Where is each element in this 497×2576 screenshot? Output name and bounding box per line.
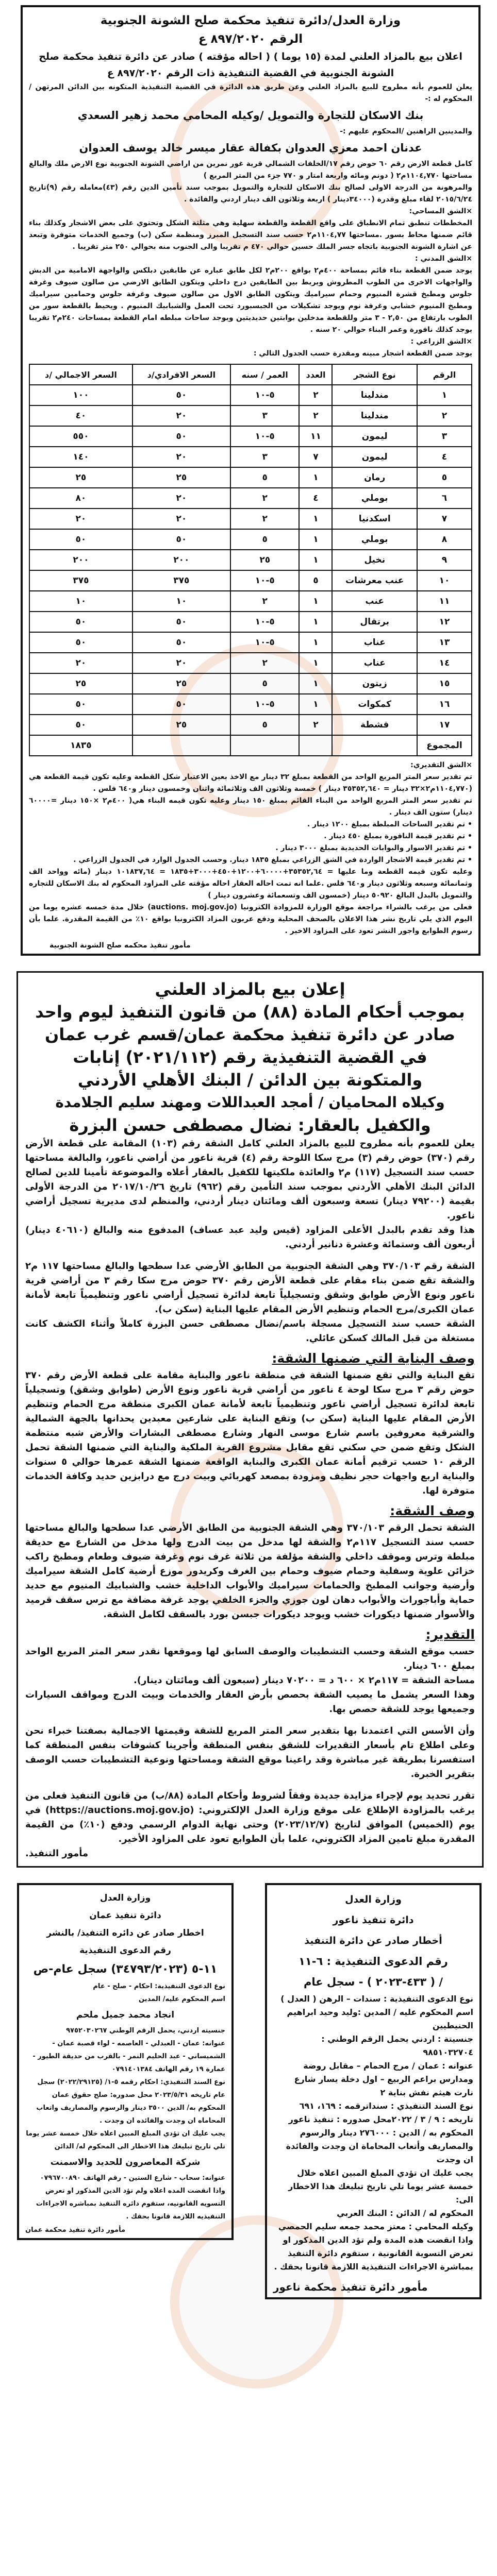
valuation-1: حسب موقع الشقة وحسب التشطيبات والوصف السابق لها وموقعها نقدر سعر المتر المربع الواحد بمبلغ ٦٠٠ دينار. (25, 1646, 475, 1671)
table-cell: ٢٠٠ (132, 550, 230, 570)
table-cell: ٥٠ (132, 612, 230, 632)
demand: يجب عليك ان تؤدي المبلغ المبين اعلاه خلال خمسة عشر يوما تلي تاريخ تبليغك هذا الاخطار الى: (288, 2168, 473, 2205)
table-header-cell: العمر / سنه (230, 364, 300, 385)
intro: يعلن للعموم بأنه مطروح للبيع بالمزاد العلني وعن طريق هذه الدائرة في القضية التنفيذية المتكونه بين الدائن المرتهن /المحكوم له :- (29, 83, 472, 103)
table-row (29, 426, 472, 447)
decision-after: ) في يوم (الخميس) الموافق لتاريخ (٢٠٢٣/١٢/٧) وحتى نهاية الدوام الرسمي ودفع (١٠٪) من القيمة المقدرة مبلغ تامين المزاد الكتروني، علما بأن الطوابع تعود على المزاود الأخير. (25, 1805, 475, 1844)
survey-title: ×الشق المساحي: (409, 207, 472, 215)
warning: واذا انقضت المده اعلاه ولم تؤد الدين المذكور او تعرض التسويه القانونيه، ستقوم دائره التنفيذ بمباشره الاجراءات التنفيذيه اللازمة قانونا بحقك . (36, 2187, 225, 2221)
bid: هذا وقد تقدم بالبدل الأعلى المزاود (قيس وليد عبد عساف) المدفوع منه والبالغ (٤٠٦١٠ دينار) أربعون ألف وستمائة وعشرة دنانير أردني. (25, 1225, 475, 1250)
table-cell: ٥٠ (29, 715, 132, 735)
survey-text: المخططات تنطبق تمام الانطباق على واقع القطعة والقطعة سهلية وهي مثلثة الشكل وتحتوي على بعض الاشجار وكذلك بناء قائم ضمنها محاط بسور .مساحتها ١١٠٤,٧٧م٢ حسب سند التسجيل المبرز ومنظمة سكن (ب) وجميع الخدمات متوفرة وتبعد عن اشارة الشونة الجنوبية باتجاه جسر الملك حسين حوالي ٤٧٠ م تقريبا والى الجنوب منه بحوالي ٢٥٠ متر تقريبا . (29, 219, 472, 251)
table-cell: ٥-١٠ (230, 570, 300, 591)
table-cell: ٥ (299, 570, 332, 591)
table-cell: ١ (299, 591, 332, 612)
table-cell: ٤ (299, 488, 332, 509)
table-cell: قشطة (332, 715, 417, 735)
case-number: رقم الدعوى التنفيذية : ٦-١١ (299, 1955, 448, 1968)
table-cell: ٥٠ (29, 694, 132, 715)
table-cell: ٥-١٠ (230, 426, 300, 447)
civil-title: ×الشق المدني : (415, 255, 472, 263)
table-cell: ٢ (230, 509, 300, 529)
table-cell: ليمون (332, 426, 417, 447)
lawyer: وكيله المحامي : معتز محمد جمعه سليم الحمصي (278, 2222, 473, 2231)
table-row (29, 653, 472, 673)
basis: وأن الأسس التي اعتمدنا بها بتقدير سعر المتر المربع للشقة وقيمتها الاجمالية بصفتنا خبراء نحن وعلى اطلاع تام بأسعار التقديرات للشقق بنفس المنطقة وأجرينا كشوفات بنفس المنطقة كما استفسرنا بطريقة غير مباشرة وقد راعينا موقع الشقة ومساحتها ونوعية التشطيبات حسب الوصف بتقرير الخبرة. (25, 1725, 475, 1780)
table-cell: ٥٠ (29, 632, 132, 653)
heading-line: والمتكونة بين الدائن / البنك الأهلي الأردني (77, 1070, 423, 1090)
table-cell: ٣ (417, 426, 472, 447)
valuation-title: التقدير: (425, 1627, 475, 1642)
table-cell: زيتون (332, 673, 417, 694)
valuation-2: مساحة الشقة = ١١٧م٢ × ٦٠٠ د = ٧٠٢٠٠ دينار (سبعون ألف ومائتان دينار). (133, 1675, 475, 1686)
department: دائرة تنفيذ عمان (89, 1910, 161, 1921)
agri-title: ×الشق الزراعي : (410, 337, 472, 346)
ministry: وزارة العدل (345, 1894, 402, 1905)
table-row (29, 612, 472, 632)
table-cell: ٧ (299, 447, 332, 467)
table-cell: ٥ (417, 467, 472, 488)
decision-before: تقرر تحديد يوم لإجراء مزايدة جديدة وفقاً لشروط وأحكام المادة (٨٨/ب) من قانون التنفيذ فعلى من يرغب بالمزاودة الإطلاع على موقع وزارة العدل الإلكتروني: ( (25, 1790, 475, 1816)
table-cell: ٥٠ (132, 529, 230, 550)
debtor-name: انجاد محمد جميل ملحم (76, 2010, 175, 2020)
closing-before: فعلى من يرغب بالشراء مراجعة موقع الوزارة للمزوادة الكترونيا ( (234, 903, 473, 911)
table-cell: رمان (332, 467, 417, 488)
table-cell: ٢ (299, 385, 332, 405)
valuation-land: تم تقدير سعر المتر المربع الواحد من القطعة بمبلغ ٣٢ دينار مع الاخذ بعين الاعتبار شكل القطعة وعليه تكون قيمة القطعة هي (١١٠٤,٧٧٠م٢×٣٢ دينار = ٣٥٣٥٢,٦٤٠ دينار ) خمسة وثلاثون الف وثلاثمائة واثنان وخمسون دينار و٦٤٠ فلس . (29, 773, 472, 793)
agri-text: يوجد ضمن القطعة اشجار مبينه ومقدرة حسب الجدول التالي : (253, 349, 472, 358)
table-cell: ١ (299, 550, 332, 570)
creditor-name: شركة المعاصرون للحديد والاسمنت (50, 2157, 201, 2167)
table-cell: ١٥ (417, 673, 472, 694)
debtor-label: اسم المحكوم عليه/ المدين (139, 1995, 225, 2003)
debt: المحكوم به / الدين : ٢٧٦٠٠٠ دينار والرسوم والمصاريف وأتعاب المحاماة ان وجدت والفائدة ان وجدت (286, 2128, 473, 2164)
table-cell: ١٠٠ (29, 385, 132, 405)
table-cell: ٩ (417, 550, 472, 570)
table-header-cell: الرقم (417, 364, 472, 385)
table-cell: ١١ (417, 591, 472, 612)
intro: يعلن للعموم بأنه مطروح للبيع بالمزاد العلني كامل الشقة رقم (١٠٣) المقامة على قطعة الأرض رقم (٣٧٠) حوض رقم (٣) مرج سكا اللوحة رقم (٤) قرية ناعور من أراضي ناعور، والبالغة مساحتها حسب سند التسجيل (١١٧) م٢ والعائدة ملكيتها للكفيل بالعقار أعلاه والموضوعة تأمينا للدين لصالح الدائن البنك الأهلي الأردني بموجب سند التأمين رقم (٩٦٢) تاريخ ٢٠١٧/١٠/٢٦ من الدرجة الأولى بقيمة (٧٩٢٠٠ دينار) تسعة وسبعون ألف ومائتان دينار أردني، والمنظم لدى مديرية تسجيل أراضي ناعور. (25, 1138, 475, 1221)
bullet-item: • تم تقدير الاسوار والبوابات الحديدية بمبلغ ٣٠٠٠ دينار . (29, 842, 472, 854)
table-cell: ٥ (230, 715, 300, 735)
table-cell: ٢ (230, 653, 300, 673)
table-cell: ١ (299, 509, 332, 529)
heading-line: وكيلاه المحاميان / أمجد العبداللات ومهند سليم الجلامدة (55, 1094, 445, 1111)
table-cell: ٢٥ (29, 467, 132, 488)
table-cell: ٥-١٠ (230, 694, 300, 715)
table-cell: ٢ (230, 591, 300, 612)
land-description: كامل قطعة الارض رقم ٦٠ حوض رقم ١٧/الخلفات الشمالي قرية غور نمرين من اراضي الشونة الجنوبية نوع الارض ملك والبالغ مساحتها ١١٠٤,٧٧٠م٢ ( دونم ومائه واربعة امتار و ٧٧٠ جزء من المتر المربع ) (29, 160, 473, 180)
owner: الشقة حسب سند التسجيل مسجلة باسم/نضال مصطفى حسن البزرة كاملاً وأثناء الكشف كانت مستغلة من قبل المالك كسكن عائلي. (25, 1318, 475, 1344)
table-row (29, 385, 472, 405)
instrument: نوع السند التنفيذي : سنداترقمه : ١٦٩، ٦٩١ تاريخه : ٩ / ٣ / ٢٠٢٢محل صدوره : تنفيذ ناعور (288, 2101, 473, 2124)
address: عنوانه : عمان / مرج الحمام – مقابل روضة ومدارس براعم الربيع – اول دخلة يسار شارع نارت هيثم نفش بناية ٢ (294, 2061, 473, 2097)
table-cell: ٢ (230, 488, 300, 509)
notice-title: وزارة العدل/دائرة تنفيذ محكمة صلح الشونة الجنوبية (100, 14, 401, 27)
table-cell: ٣٧٥ (29, 570, 132, 591)
trees-table (29, 364, 472, 756)
notice-title: اخطار صادر عن دائره التنفيذ/ بالنشر (46, 1928, 204, 1938)
table-cell: ٢ (417, 405, 472, 426)
table-cell: ١ (299, 529, 332, 550)
closing-text (29, 902, 472, 937)
table-cell: عناب (332, 632, 417, 653)
heading-line: بموجب أحكام المادة (٨٨) من قانون التنفيذ ليوم واحد (35, 1002, 465, 1022)
table-cell: ٢٥ (230, 550, 300, 570)
building-description: تقع البناية والتي تقع ضمنها الشقة في منطقة ناعور والبناية مقامة على قطعة الأرض رقم ٣٧٠ حوض رقم ٣ مرج سكا لوحة ٤ ناعور من أراضي قرية ناعور ونوع الأرض (طوابق وشقق) وتسجيلياً تابعة لدائرة تسجيل أراضي ناعور وتنظيمياً تابعة لأمانة عمان الكبرى منطقة مرج الحمام وتنظيم الأرض المقام عليها البناية (سكن ب) وتقع البناية على شارعين معبدين يحدانها بالجهة الشمالية والشرقية معروفين باسم شارع موسى النهار وشارع مصطفى البشارات والأرض شبه منتظمة الشكل وتقع ضمن حي سكني تقع مقابل مشروع القرية الملكية والبناية التي ضمنها الشقة تحمل الرقم ١٠ حسب ترقيم أمانة عمان الكبرى والبناية الواقعة ضمنها الشقة عمرها حوالي ٥ سنوات والبناية اربع واجهات حجر نظيف ومزودة بمصعد كهربائي وبيت درج مع درابزين حديد وكافة الخدمات متوفرة لها. (25, 1370, 475, 1496)
table-cell: كمكوات (332, 694, 417, 715)
table-cell: عنب معرشات (332, 570, 417, 591)
table-cell: ٦ (417, 488, 472, 509)
table-cell: ١ (299, 467, 332, 488)
table-cell: ٥٠ (132, 632, 230, 653)
demand: يجب عليك ان تؤدي المبلغ المبين اعلاه خلال خمسة عشر يوما تلي تاريخ تبليغك هذا الاخطار الى المحكوم له/ الدائن (26, 2130, 225, 2150)
table-cell: ٨ (417, 529, 472, 550)
table-cell: نخيل (332, 550, 417, 570)
table-header-cell: السعر الاجمالي /د (29, 364, 132, 385)
table-row (29, 447, 472, 467)
table-cell: ٣ (230, 405, 300, 426)
table-cell: ٢٠٠ (29, 550, 132, 570)
auction-notice-amman-west (16, 971, 484, 1868)
signature: مأمور دائرة تنفيذ محكمة عمان (25, 2226, 125, 2234)
table-total-row (29, 735, 472, 756)
table-cell: بوملي (332, 488, 417, 509)
table-cell: ١٣ (417, 632, 472, 653)
mortgage: والمرهونة من الدرجة الاولى لصالح بنك الاسكان للتجارة والتمويل بموجب سند تأمين الدين رقم (٤٣)معامله رقم (٩)تاريخ ٢٠١٥/٦/٢٤ لقاء مبلغ وقدرة (٣٤٠٠٠دينار ) اربعة وثلاثون الف دينار اردني والفائدة . (29, 183, 472, 204)
table-row (29, 529, 472, 550)
notice-amman-execution (17, 1883, 234, 2240)
table-cell: ١٠ (417, 570, 472, 591)
table-cell: ٢٠ (132, 653, 230, 673)
table-header-cell: السعر الافرادي/د (132, 364, 230, 385)
table-cell: ١ (299, 673, 332, 694)
table-cell: ٥ (230, 529, 300, 550)
bullet-item: • تم تقدير قيمة الاشجار الواردة في الشق الزراعي بمبلغ ١٨٣٥ دينار. وحسب الجدول الوارد في الجدول الزراعي . (29, 854, 472, 866)
table-cell: ٥٠ (132, 385, 230, 405)
table-row (29, 488, 472, 509)
table-row (29, 591, 472, 612)
table-cell: ٥-١٠ (230, 632, 300, 653)
table-cell: ٢٥ (132, 467, 230, 488)
table-cell: ٤ (417, 447, 472, 467)
notice-title: أخطار صادر عن دائرة التنفيذ (304, 1935, 442, 1946)
building-title: وصف البناية التي ضمنها الشقة: (272, 1351, 475, 1366)
closing-after: ) خلال مدة خمسه عشره يوما من اليوم الذي يلي تاريخ نشر هذا الاعلان بالصحف المحلية ودفع عربون المزاد الكترونيا بواقع ١٠٪ من القيمة المقدرة. علما بأن رسوم الطوابع واجور النشر تعود على المزاود الاخير . (29, 903, 472, 935)
signature: مأمور دائرة تنفيذ محكمة ناعور (273, 2281, 428, 2293)
case-label: رقم الدعوى التنفيذية (79, 1945, 171, 1956)
creditor-address: عنوانه: سحاب - شارع الستين - رقم الهاتف ٠٧٩٦٧٠٠٨٩٠ (40, 2174, 225, 2182)
table-cell: ٥ (230, 467, 300, 488)
table-cell: ١٠ (29, 591, 132, 612)
heading-line: إعلان بيع بالمزاد العلني (155, 979, 345, 999)
table-row (29, 550, 472, 570)
case-number: ١١-٥ (٣٤٧٩٣/٢٠٢٣) سجل عام-ص (33, 1963, 218, 1976)
table-cell: ٥٥٠ (29, 426, 132, 447)
table-header-cell: نوع الشجر (332, 364, 417, 385)
apartment-title: وصف الشقة: (390, 1503, 475, 1518)
table-cell: برتقال (332, 612, 417, 632)
valuation-title: ×الشق التقديري: (410, 761, 472, 769)
table-row (29, 405, 472, 426)
auctions-link[interactable]: https://auctions.moj.gov.jo (49, 1805, 190, 1816)
signature: مأمور تنفيذ محكمه صلح الشونة الجنوبية (49, 941, 191, 950)
total-label: المجموع (417, 735, 472, 756)
table-header-cell: العدد (299, 364, 332, 385)
table-cell: عناب (332, 653, 417, 673)
instrument: نوع السند التنفيذي: احكام رقمه ٥-١/ (٢٠٢٢/٢٩١٢٥) سجل عام تاريخه ٢٠٢٣/٥/٣١ محل صدوره: صلح حقوق عمان (37, 2078, 225, 2099)
debtors: عدنان احمد معزي العدوان بكفالة عقار ميسر خالد يوسف العدوان (79, 142, 422, 154)
auctions-link[interactable]: auctions. moj.gov.jo (151, 903, 234, 911)
table-cell: اسكدنيا (332, 509, 417, 529)
warning: واذا انقضت هذه المدة ولم تؤد الدين المذكور او تعرض التسوية القانونية ، ستقوم دائرة التنفيذ بمباشرة الاجراءات التنفيذية اللازمة قانونا بحقك . (274, 2235, 473, 2272)
apartment: الشقة رقم ٣٧٠/١٠٣ وهي الشقة الجنوبية من الطابق الأرضي عدا سطحها والبالغ مساحتها ١١٧ م٢ والشقة تقع ضمن بناء مقام على قطعة الأرض رقم ٣٧٠ حوض مرج سكا رقم ٣ من أراضي قرية ناعور ونوع الأرض طوابق وشقق وتسجيلياً تابعة لدائرة تسجيل أراضي ناعور وتنظيمياً تابعة لأمانة عمان الكبرى/مرج الحمام وتنظيم الأرض المقام عليها البناية (سكن ب). (25, 1261, 475, 1315)
table-cell: ٥٠ (132, 426, 230, 447)
case-number-2: / ( ٤٣٣-٢٠٢٣ ) - سجل عام (303, 1976, 443, 1988)
table-cell: ٢ (299, 715, 332, 735)
table-cell: ١٠ (132, 591, 230, 612)
table-cell: ٧ (417, 509, 472, 529)
ministry: وزارة العدل (100, 1893, 151, 1903)
signature: مأمور التنفيذ. (25, 1848, 89, 1859)
table-cell: ٥٠ (29, 529, 132, 550)
table-cell: ٥ (230, 673, 300, 694)
notice-heading: اعلان بيع بالمزاد العلني لمدة (١٥ يوما ) ( احاله مؤقته ) صادر عن دائرة تنفيذ محكمة صلح الشونة الجنوبية في القضية التنفيذية ذات الرقم ٨٩٧/٢٠٢٠ ع (39, 51, 462, 79)
total-value-text: وعليه تكون قيمه القطعة وما عليها = ٣٥٣٥٢,٦٤+٦٠٠٠٠+١٢٠٠+٤٥٠+٣٠٠٠+١٨٣٥ = ١٠١٨٣٧,٦٤ دينار (مائه وواحد الف وثمانمائة وسبعه وثلاثون دينار و٦٤٠ فلس .علما انه تمت احاله العقار احاله مؤقته على المزاود المحكوم له بنك الاسكان للتجاره والتمويل بالبدل البالغ ٥٠٩٢٠ دينار (خمسون الف وتسعمائة وعشرون دينار ) (29, 868, 472, 900)
table-row (29, 509, 472, 529)
table-cell: ٣٧٥ (132, 570, 230, 591)
apartment-description: الشقة تحمل الرقم ٣٧٠/١٠٣ وهي الشقة الجنوبية من الطابق الأرضي عدا سطحها والبالغ مساحتها حسب سند التسجيل ١١٧م٢ والشقة لها مدخل من بيت الدرج ولها مدخل من الشارع مع حديقة مبلطة وترس وموقف داخلي والشقة مؤلفة من ثلاثة غرف نوم وغرفة ضيوف وطعام ومطبخ راكب خزائن علوية وسفلية وحمام ضيوف وحمام بين الغرف وكريدور موزع أرضية كامل الشقة سيراميك وأرضية وجوانب المطبخ والحمامات سيراميك والأبواب الداخلية خشب والشبابيك المنيوم مع حديد حماية وأباجورات والأبواب دهان لون جوزي والجزء الخلفي يوجد غرفة مضافة مع ترس سقف قرميد والأسوار ضمنها ديكورات خشب ويوجد ديكورات جبسن بورد بالسقف لكامل الشقة. (25, 1522, 475, 1620)
table-cell: ١٦ (417, 694, 472, 715)
case-type: نوع الدعوى التنفيذية: احكام - صلح - عام (93, 1982, 225, 1990)
debt: المحكوم به/ الدين ٣٥٠٠ دينار والرسوم والمصاريف واتعاب المحاماه ان وجدت والفائده ان وجدت . (36, 2104, 225, 2125)
heading-line: صادر عن دائرة تنفيذ محكمة عمان/قسم غرب عمان (44, 1025, 456, 1044)
table-cell: ٨٠ (29, 488, 132, 509)
table-cell: ٢٥ (29, 673, 132, 694)
notice-number: الرقم ٨٩٧/٢٠٢٠ ع (198, 32, 303, 46)
civil-text: يوجد ضمن القطعة بناء قائم بمساحة ٤٠٠م٢ بواقع ٢٠٠م٢ لكل طابق عباره عن طابقين دبلكس والواجهة الامامية من الدبش والواجهات الاخرى من الطوب المطروش ويربط بين الطابقين درج داخلي ويتكون الطابق الارضي من صالون ضيوف وغرفة جلوس ومطبخ قشرة المنيوم وحمام سيراميك ويتكون الطابق الاول من صالون ضيوف وغرفة جلوس وحمامين سيراميك ومطبخ المنيوم خشابي وغرفة نوم ويوجد تشكيلات من الجبسبورد تحت العمل والشبابيك المنيوم . ويحيط بالقطعة سور من الطوب بارتفاع من ٢,٥٠ - ٣ متر وللقطعة مدخلين بوابتين حديديتين ويوجد ساحات مبلطه امام القطعة بمساحات ٢٤٠م٢ تقريبا يوجد كذلك نافورة وعمر البناء حوالي ٢٠ سنه . (29, 266, 473, 334)
table-cell: ١ (299, 694, 332, 715)
table-cell: ١ (417, 385, 472, 405)
table-cell: ٥-١٠ (230, 385, 300, 405)
table-cell: ٢٥ (132, 715, 230, 735)
table-cell: ٢٥ (132, 673, 230, 694)
valuation-3: وهذا السعر يشمل ما يصيب الشقة بحصص بأرض العقار والخدمات وبيت الدرج ومواقف السيارات وجميعها يوجد للشقة حصص بها. (25, 1689, 475, 1715)
table-row (29, 694, 472, 715)
creditor: بنك الاسكان للتجارة والتمويل /وكيله المحامي محمد زهير السعدي (77, 109, 424, 122)
table-cell: ٢٠ (132, 509, 230, 529)
table-row (29, 673, 472, 694)
table-cell: ٤٠ (29, 405, 132, 426)
bullet-item: • تم تقدير الساحات المبلطة بمبلغ ١٢٠٠ دينار . (29, 819, 472, 831)
total-value: ١٨٣٥ (29, 735, 132, 756)
table-cell: ٢ (299, 405, 332, 426)
auction-notice-shouna (21, 5, 481, 956)
valuation-building: تم تقدير سعر المتر المربع الواحد من البناء القائم بمبلغ ١٥٠ دينار وعليه تكون قيمه البناء هي( ٤٠٠م٢ ×١٥٠ دينار =٦٠٠٠٠ دينار) ستون الف دينار . (29, 796, 473, 817)
department: دائرة تنفيذ ناعور (333, 1914, 414, 1926)
table-cell: مندلينا (332, 385, 417, 405)
table-cell: ١٧ (417, 715, 472, 735)
table-cell: مندلينا (332, 405, 417, 426)
debtor: اسم المحكوم عليه / المدين :وليد وحيد ابراهيم الحنيطيين (287, 2007, 473, 2030)
table-cell: ٥٠ (29, 612, 132, 632)
table-row (29, 715, 472, 735)
table-cell: ٢٠ (29, 509, 132, 529)
table-cell: ٢٠ (132, 405, 230, 426)
table-cell: ١٤٠ (29, 447, 132, 467)
table-row (29, 467, 472, 488)
table-cell: ١١ (299, 426, 332, 447)
table-row (29, 632, 472, 653)
address: عنوانه: عمان - العبدلي - العاصمه - لواء قصبة عمان - الشميساني - عبد الحليم النمر - بالقرب من حديقة الطيور - عمارة ١٩ رقم الهاتف ٠٧٩١٤٠١٣٨٤ (32, 2040, 225, 2073)
table-cell: بوملي (332, 529, 417, 550)
table-cell: ٢٠ (132, 447, 230, 467)
case-type: نوع الدعوى التنفيذية : سندات – الرهن ( العدل ) (280, 1994, 473, 2004)
table-cell: ٥٠ (132, 694, 230, 715)
table-cell: عنب (332, 591, 417, 612)
table-cell: ٣ (230, 447, 300, 467)
heading-line: والكفيل بالعقار: نضال مصطفى حسن البزرة (69, 1115, 431, 1135)
decision (25, 1789, 475, 1846)
bullet-item: • تم تقدير قيمة النافورة بمبلغ ٤٥٠ دينار . (29, 831, 472, 842)
table-cell: ٥-١٠ (230, 612, 300, 632)
table-cell: ١ (299, 632, 332, 653)
nationality: جنسيتة : اردني يحمل الرقم الوطني : ٩٨٥١٠٣٢٧٠٤ (321, 2034, 473, 2057)
table-row (29, 570, 472, 591)
notice-naour-execution (265, 1883, 482, 2299)
table-header-row (29, 364, 472, 385)
creditor: المحكوم له / الدائن : البنك العربي (337, 2208, 473, 2218)
table-cell: ١ (299, 653, 332, 673)
heading-line: في القضية التنفيذية رقم (٢٠٢١/١١٢) إنابات (73, 1047, 427, 1067)
nationality: جنسيته اردني، يحمل الرقم الوطني ٩٧٥٢٠٣٠٢٦٧ (66, 2027, 225, 2035)
table-cell: ٢٠ (132, 488, 230, 509)
table-cell: ١ (299, 612, 332, 632)
table-cell: ١٤ (417, 653, 472, 673)
debtors-label: والمدينين الراهنين /المحكوم عليهم :- (340, 127, 472, 135)
table-cell: ١٢ (417, 612, 472, 632)
bottom-notices-row (17, 1883, 482, 2299)
table-cell: ليمون (332, 447, 417, 467)
table-cell: ٢٠ (29, 653, 132, 673)
